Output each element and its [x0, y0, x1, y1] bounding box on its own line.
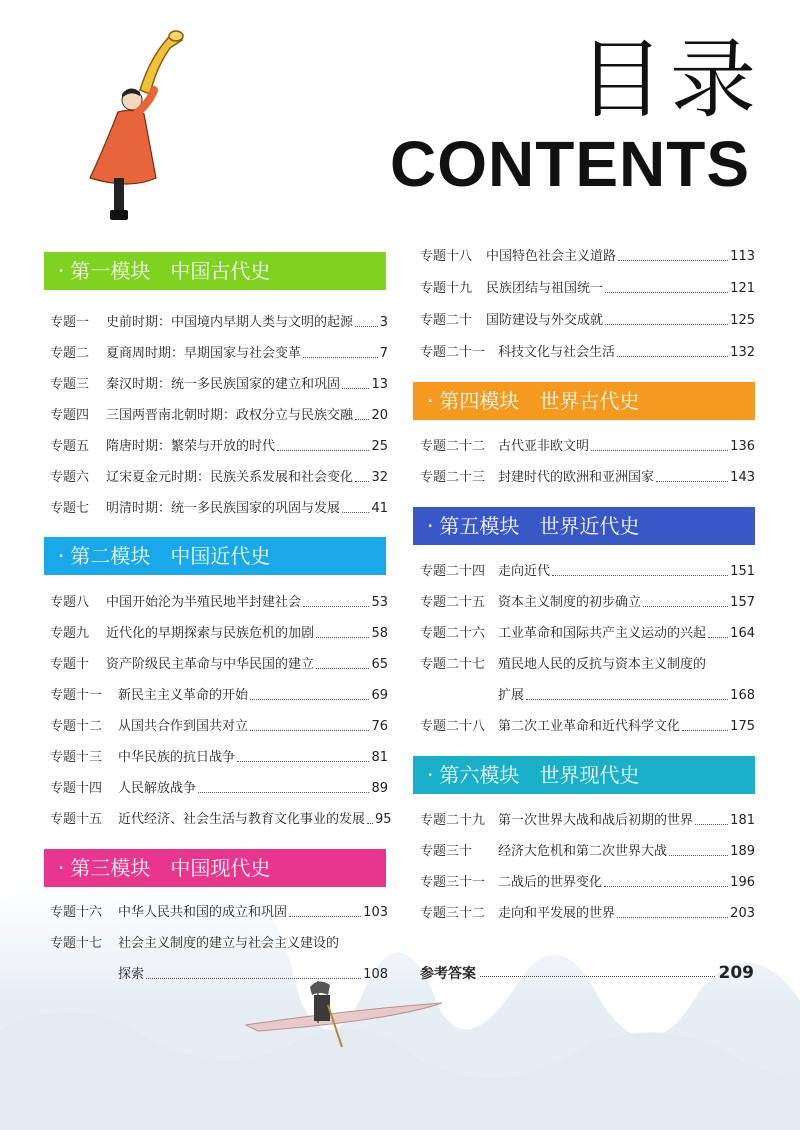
- topic-title: 辽宋夏金元时期：民族关系发展和社会变化: [106, 470, 354, 485]
- page-number: 181: [730, 813, 755, 828]
- leader-dots: [708, 637, 728, 638]
- topic-title: 夏商周时期：早期国家与社会变革: [106, 346, 302, 361]
- toc-entry-9[interactable]: [50, 621, 388, 647]
- leader-dots: [669, 855, 728, 856]
- topic-number: 专题五: [50, 439, 90, 454]
- page-number: 81: [371, 750, 388, 765]
- page-number: 103: [363, 905, 388, 920]
- leader-dots: [250, 730, 369, 731]
- leader-dots: [250, 699, 369, 700]
- toc-entry-3[interactable]: [50, 372, 388, 398]
- topic-title: 经济大危机和第二次世界大战: [498, 844, 668, 859]
- page-number: 113: [730, 249, 755, 264]
- module-name: 第一模块: [70, 259, 151, 283]
- module-dot: ·: [427, 763, 434, 787]
- leader-dots: [198, 792, 369, 793]
- leader-dots: [526, 699, 728, 700]
- topic-number: 专题二十二: [420, 439, 486, 454]
- page-number: 32: [371, 470, 388, 485]
- topic-title: 殖民地人民的反抗与资本主义制度的: [498, 657, 707, 672]
- toc-entry-7[interactable]: [50, 496, 388, 522]
- leader-dots: [656, 481, 728, 482]
- toc-entry-20[interactable]: [420, 308, 755, 334]
- toc-entry-1[interactable]: [50, 310, 388, 336]
- toc-entry-12[interactable]: [50, 714, 388, 740]
- toc-entry-6[interactable]: [50, 465, 388, 491]
- page-number: 3: [379, 315, 388, 330]
- leader-dots: [342, 512, 369, 513]
- page-number: 7: [379, 346, 388, 361]
- module-banner-5: [413, 507, 755, 545]
- answer-key-page-number: 209: [718, 963, 754, 983]
- topic-title: 史前时期：中国境内早期人类与文明的起源: [106, 315, 354, 330]
- topic-number: 专题十四: [50, 781, 103, 796]
- module-dot: ·: [427, 389, 434, 413]
- module-banner-6: [413, 756, 755, 794]
- toc-entry-17-line1[interactable]: [50, 931, 388, 957]
- topic-number: 专题十一: [50, 688, 103, 703]
- module-banner-1: [44, 252, 386, 290]
- page-number: 143: [730, 470, 755, 485]
- topic-title: 中华人民共和国的成立和巩固: [118, 905, 288, 920]
- toc-entry-15[interactable]: [50, 807, 392, 833]
- page-number: 58: [371, 626, 388, 641]
- toc-entry-4[interactable]: [50, 403, 388, 429]
- leader-dots: [618, 260, 728, 261]
- toc-entry-27-line2[interactable]: [498, 683, 755, 709]
- topic-title: 人民解放战争: [118, 781, 197, 796]
- topic-number: 专题二: [50, 346, 90, 361]
- page-number: 121: [730, 281, 755, 296]
- toc-entry-27-line1[interactable]: [420, 652, 755, 678]
- toc-entry-18[interactable]: [420, 244, 755, 270]
- leader-dots: [552, 575, 728, 576]
- page-number: 175: [730, 719, 755, 734]
- module-name: 第四模块: [439, 389, 520, 413]
- page-number: 164: [730, 626, 755, 641]
- leader-dots: [367, 823, 373, 824]
- leader-dots: [303, 357, 378, 358]
- topic-number: 专题三: [50, 377, 90, 392]
- leader-dots: [303, 606, 369, 607]
- page-number: 25: [371, 439, 388, 454]
- topic-number: 专题十二: [50, 719, 103, 734]
- leader-dots: [682, 730, 728, 731]
- leader-dots: [480, 976, 715, 977]
- topic-number: 专题二十五: [420, 595, 486, 610]
- topic-number: 专题二十八: [420, 719, 486, 734]
- topic-title: 资本主义制度的初步确立: [498, 595, 642, 610]
- toc-entry-10[interactable]: [50, 652, 388, 678]
- page-number: 196: [730, 875, 755, 890]
- topic-title: 二战后的世界变化: [498, 875, 603, 890]
- topic-number: 专题二十六: [420, 626, 486, 641]
- toc-entry-11[interactable]: [50, 683, 388, 709]
- leader-dots: [591, 450, 728, 451]
- topic-title: 民族团结与祖国统一: [486, 281, 604, 296]
- leader-dots: [237, 761, 369, 762]
- toc-entry-14[interactable]: [50, 776, 388, 802]
- leader-dots: [355, 481, 369, 482]
- topic-number: 专题二十九: [420, 813, 486, 828]
- module-banner-3: [44, 849, 386, 887]
- topic-title: 隋唐时期：繁荣与开放的时代: [106, 439, 276, 454]
- page-number: 151: [730, 564, 755, 579]
- topic-title: 封建时代的欧洲和亚洲国家: [498, 470, 655, 485]
- topic-title: 新民主主义革命的开始: [118, 688, 249, 703]
- page-number: 20: [371, 408, 388, 423]
- leader-dots: [342, 388, 369, 389]
- topic-title: 国防建设与外交成就: [486, 313, 604, 328]
- topic-number: 专题六: [50, 470, 90, 485]
- page-number: 125: [730, 313, 755, 328]
- topic-number: 专题十六: [50, 905, 103, 920]
- module-banner-4: [413, 382, 755, 420]
- topic-title: 古代亚非欧文明: [498, 439, 590, 454]
- module-dot: ·: [427, 514, 434, 538]
- toc-entry-28[interactable]: [420, 714, 755, 740]
- module-name: 第五模块: [439, 514, 520, 538]
- module-dot: ·: [58, 856, 65, 880]
- module-name: 第六模块: [439, 763, 520, 787]
- module-title: 世界古代史: [539, 389, 640, 413]
- toc-entry-8[interactable]: [50, 590, 388, 616]
- page-number: 203: [730, 906, 755, 921]
- topic-number: 专题十五: [50, 812, 103, 827]
- answer-key-entry[interactable]: [420, 960, 754, 986]
- toc-entry-24[interactable]: [420, 559, 755, 585]
- toc-entry-32[interactable]: [420, 901, 755, 927]
- topic-title: 走向和平发展的世界: [498, 906, 616, 921]
- page-number: 76: [371, 719, 388, 734]
- fisherman-boat-illustration: [238, 975, 448, 1055]
- module-title: 世界现代史: [539, 763, 640, 787]
- page-number: 65: [371, 657, 388, 672]
- leader-dots: [289, 916, 361, 917]
- leader-dots: [277, 450, 369, 451]
- topic-title: 科技文化与社会生活: [498, 345, 616, 360]
- page-number: 95: [375, 812, 392, 827]
- page-title-english: CONTENTS: [390, 128, 750, 200]
- toc-entry-13[interactable]: [50, 745, 388, 771]
- page-title-chinese: 目录: [578, 30, 762, 130]
- toc-entry-19[interactable]: [420, 276, 755, 302]
- page-number: 136: [730, 439, 755, 454]
- topic-title: 社会主义制度的建立与社会主义建设的: [118, 936, 340, 951]
- module-title: 中国现代史: [170, 856, 271, 880]
- module-title: 中国古代史: [170, 259, 271, 283]
- answer-key-label: 参考答案: [420, 966, 476, 982]
- module-name: 第二模块: [70, 544, 151, 568]
- topic-title: 从国共合作到国共对立: [118, 719, 249, 734]
- topic-number: 专题十: [50, 657, 90, 672]
- toc-entry-23[interactable]: [420, 465, 755, 491]
- topic-number: 专题十七: [50, 936, 103, 951]
- topic-number: 专题二十: [420, 313, 473, 328]
- module-dot: ·: [58, 259, 65, 283]
- page-number: 53: [371, 595, 388, 610]
- page-number: 13: [371, 377, 388, 392]
- topic-title: 资产阶级民主革命与中华民国的建立: [106, 657, 315, 672]
- topic-title: 近代化的早期探索与民族危机的加剧: [106, 626, 315, 641]
- toc-entry-2[interactable]: [50, 341, 388, 367]
- page-number: 168: [730, 688, 755, 703]
- leader-dots: [605, 324, 728, 325]
- topic-title: 第二次工业革命和近代科学文化: [498, 719, 681, 734]
- topic-number: 专题十八: [420, 249, 473, 264]
- toc-entry-5[interactable]: [50, 434, 388, 460]
- topic-number: 专题三十一: [420, 875, 486, 890]
- toc-entry-25[interactable]: [420, 590, 755, 616]
- leader-dots: [355, 419, 369, 420]
- topic-title-continued: 探索: [118, 967, 145, 982]
- page-number: 157: [730, 595, 755, 610]
- topic-number: 专题二十三: [420, 470, 486, 485]
- leader-dots: [617, 356, 728, 357]
- topic-title: 秦汉时期：统一多民族国家的建立和巩固: [106, 377, 341, 392]
- page-number: 108: [363, 967, 388, 982]
- topic-number: 专题四: [50, 408, 90, 423]
- page-number: 69: [371, 688, 388, 703]
- leader-dots: [355, 326, 378, 327]
- topic-title: 三国两晋南北朝时期：政权分立与民族交融: [106, 408, 354, 423]
- page-number: 189: [730, 844, 755, 859]
- topic-number: 专题十三: [50, 750, 103, 765]
- module-title: 世界近代史: [539, 514, 640, 538]
- page-number: 41: [371, 501, 388, 516]
- leader-dots: [605, 292, 728, 293]
- page-number: 89: [371, 781, 388, 796]
- toc-entry-16[interactable]: [50, 900, 388, 926]
- toc-entry-30[interactable]: [420, 839, 755, 865]
- topic-title-continued: 扩展: [498, 688, 525, 703]
- module-banner-2: [44, 537, 386, 575]
- leader-dots: [604, 886, 728, 887]
- topic-title: 明清时期：统一多民族国家的巩固与发展: [106, 501, 341, 516]
- topic-title: 近代经济、社会生活与教育文化事业的发展: [118, 812, 366, 827]
- topic-number: 专题三十: [420, 844, 473, 859]
- module-title: 中国近代史: [170, 544, 271, 568]
- leader-dots: [316, 637, 369, 638]
- leader-dots: [643, 606, 728, 607]
- toc-entry-31[interactable]: [420, 870, 755, 896]
- topic-number: 专题十九: [420, 281, 473, 296]
- module-name: 第三模块: [70, 856, 151, 880]
- topic-title: 走向近代: [498, 564, 551, 579]
- toc-entry-22[interactable]: [420, 434, 755, 460]
- topic-number: 专题一: [50, 315, 90, 330]
- horn-player-illustration: [70, 28, 200, 233]
- topic-title: 中国特色社会主义道路: [486, 249, 617, 264]
- topic-number: 专题八: [50, 595, 90, 610]
- leader-dots: [617, 917, 728, 918]
- topic-number: 专题三十二: [420, 906, 486, 921]
- topic-title: 中国开始沦为半殖民地半封建社会: [106, 595, 302, 610]
- toc-entry-26[interactable]: [420, 621, 755, 647]
- page-number: 132: [730, 345, 755, 360]
- leader-dots: [316, 668, 369, 669]
- leader-dots: [695, 824, 728, 825]
- topic-title: 工业革命和国际共产主义运动的兴起: [498, 626, 707, 641]
- topic-number: 专题七: [50, 501, 90, 516]
- module-dot: ·: [58, 544, 65, 568]
- topic-number: 专题二十四: [420, 564, 486, 579]
- topic-number: 专题二十一: [420, 345, 486, 360]
- toc-entry-29[interactable]: [420, 808, 755, 834]
- topic-title: 中华民族的抗日战争: [118, 750, 236, 765]
- topic-title: 第一次世界大战和战后初期的世界: [498, 813, 694, 828]
- topic-number: 专题九: [50, 626, 90, 641]
- toc-entry-21[interactable]: [420, 340, 755, 366]
- topic-number: 专题二十七: [420, 657, 486, 672]
